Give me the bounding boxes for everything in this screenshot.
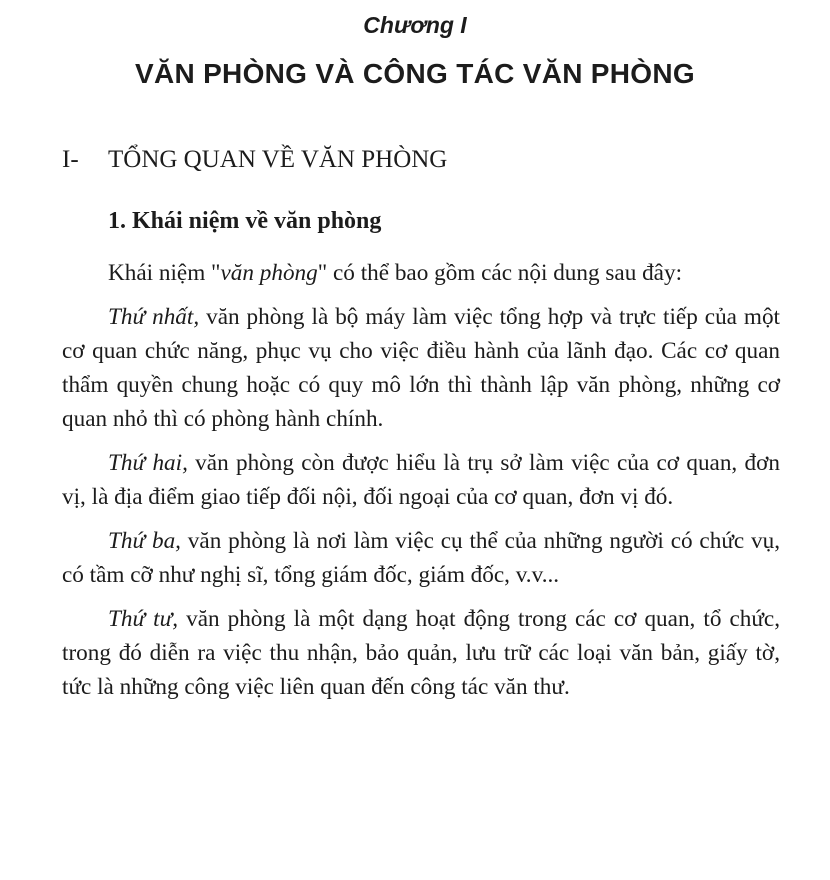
paragraph-second-lead: Thứ hai,	[108, 450, 188, 476]
paragraph-first	[62, 300, 780, 436]
paragraph-second	[62, 446, 780, 514]
body-text	[62, 256, 780, 704]
subsection-heading: 1. Khái niệm về văn phòng	[108, 208, 382, 234]
paragraph-third-text: văn phòng là nơi làm việc cụ thể của những người có chức vụ, có tầm cỡ như nghị sĩ, tổng giám đốc, giám đốc, v.v...	[62, 528, 780, 588]
paragraph-first-text: văn phòng là bộ máy làm việc tổng hợp và trực tiếp của một cơ quan chức năng, phục vụ cho việc điều hành của lãnh đạo. Các cơ quan thẩm quyền chung hoặc có quy mô lớn thì thành lập văn phòng, những cơ quan nhỏ thì có phòng hành chính.	[62, 304, 780, 432]
section-number: I-	[62, 146, 79, 173]
chapter-label: Chương I	[363, 12, 467, 38]
paragraph-second-text: văn phòng còn được hiểu là trụ sở làm việc của cơ quan, đơn vị, là địa điểm giao tiếp đối nội, đối ngoại của cơ quan, đơn vị đó.	[62, 450, 780, 510]
section-heading	[62, 146, 762, 174]
paragraph-fourth-text: văn phòng là một dạng hoạt động trong các cơ quan, tổ chức, trong đó diễn ra việc thu nhận, bảo quản, lưu trữ các loại văn bản, giấy tờ, tức là những công việc liên quan đến công tác văn thư.	[62, 606, 780, 700]
intro-text-before: Khái niệm "	[108, 260, 221, 286]
paragraph-intro	[62, 256, 780, 290]
paragraph-first-lead: Thứ nhất,	[108, 304, 200, 330]
paragraph-third-lead: Thứ ba,	[108, 528, 181, 554]
intro-text-after: " có thể bao gồm các nội dung sau đây:	[317, 260, 683, 286]
intro-italic-term: văn phòng	[220, 260, 318, 286]
chapter-title: VĂN PHÒNG VÀ CÔNG TÁC VĂN PHÒNG	[134, 58, 695, 89]
section-title: TỔNG QUAN VỀ VĂN PHÒNG	[108, 146, 448, 173]
paragraph-fourth	[62, 602, 780, 704]
paragraph-third	[62, 524, 780, 592]
paragraph-fourth-lead: Thứ tư,	[108, 606, 179, 632]
